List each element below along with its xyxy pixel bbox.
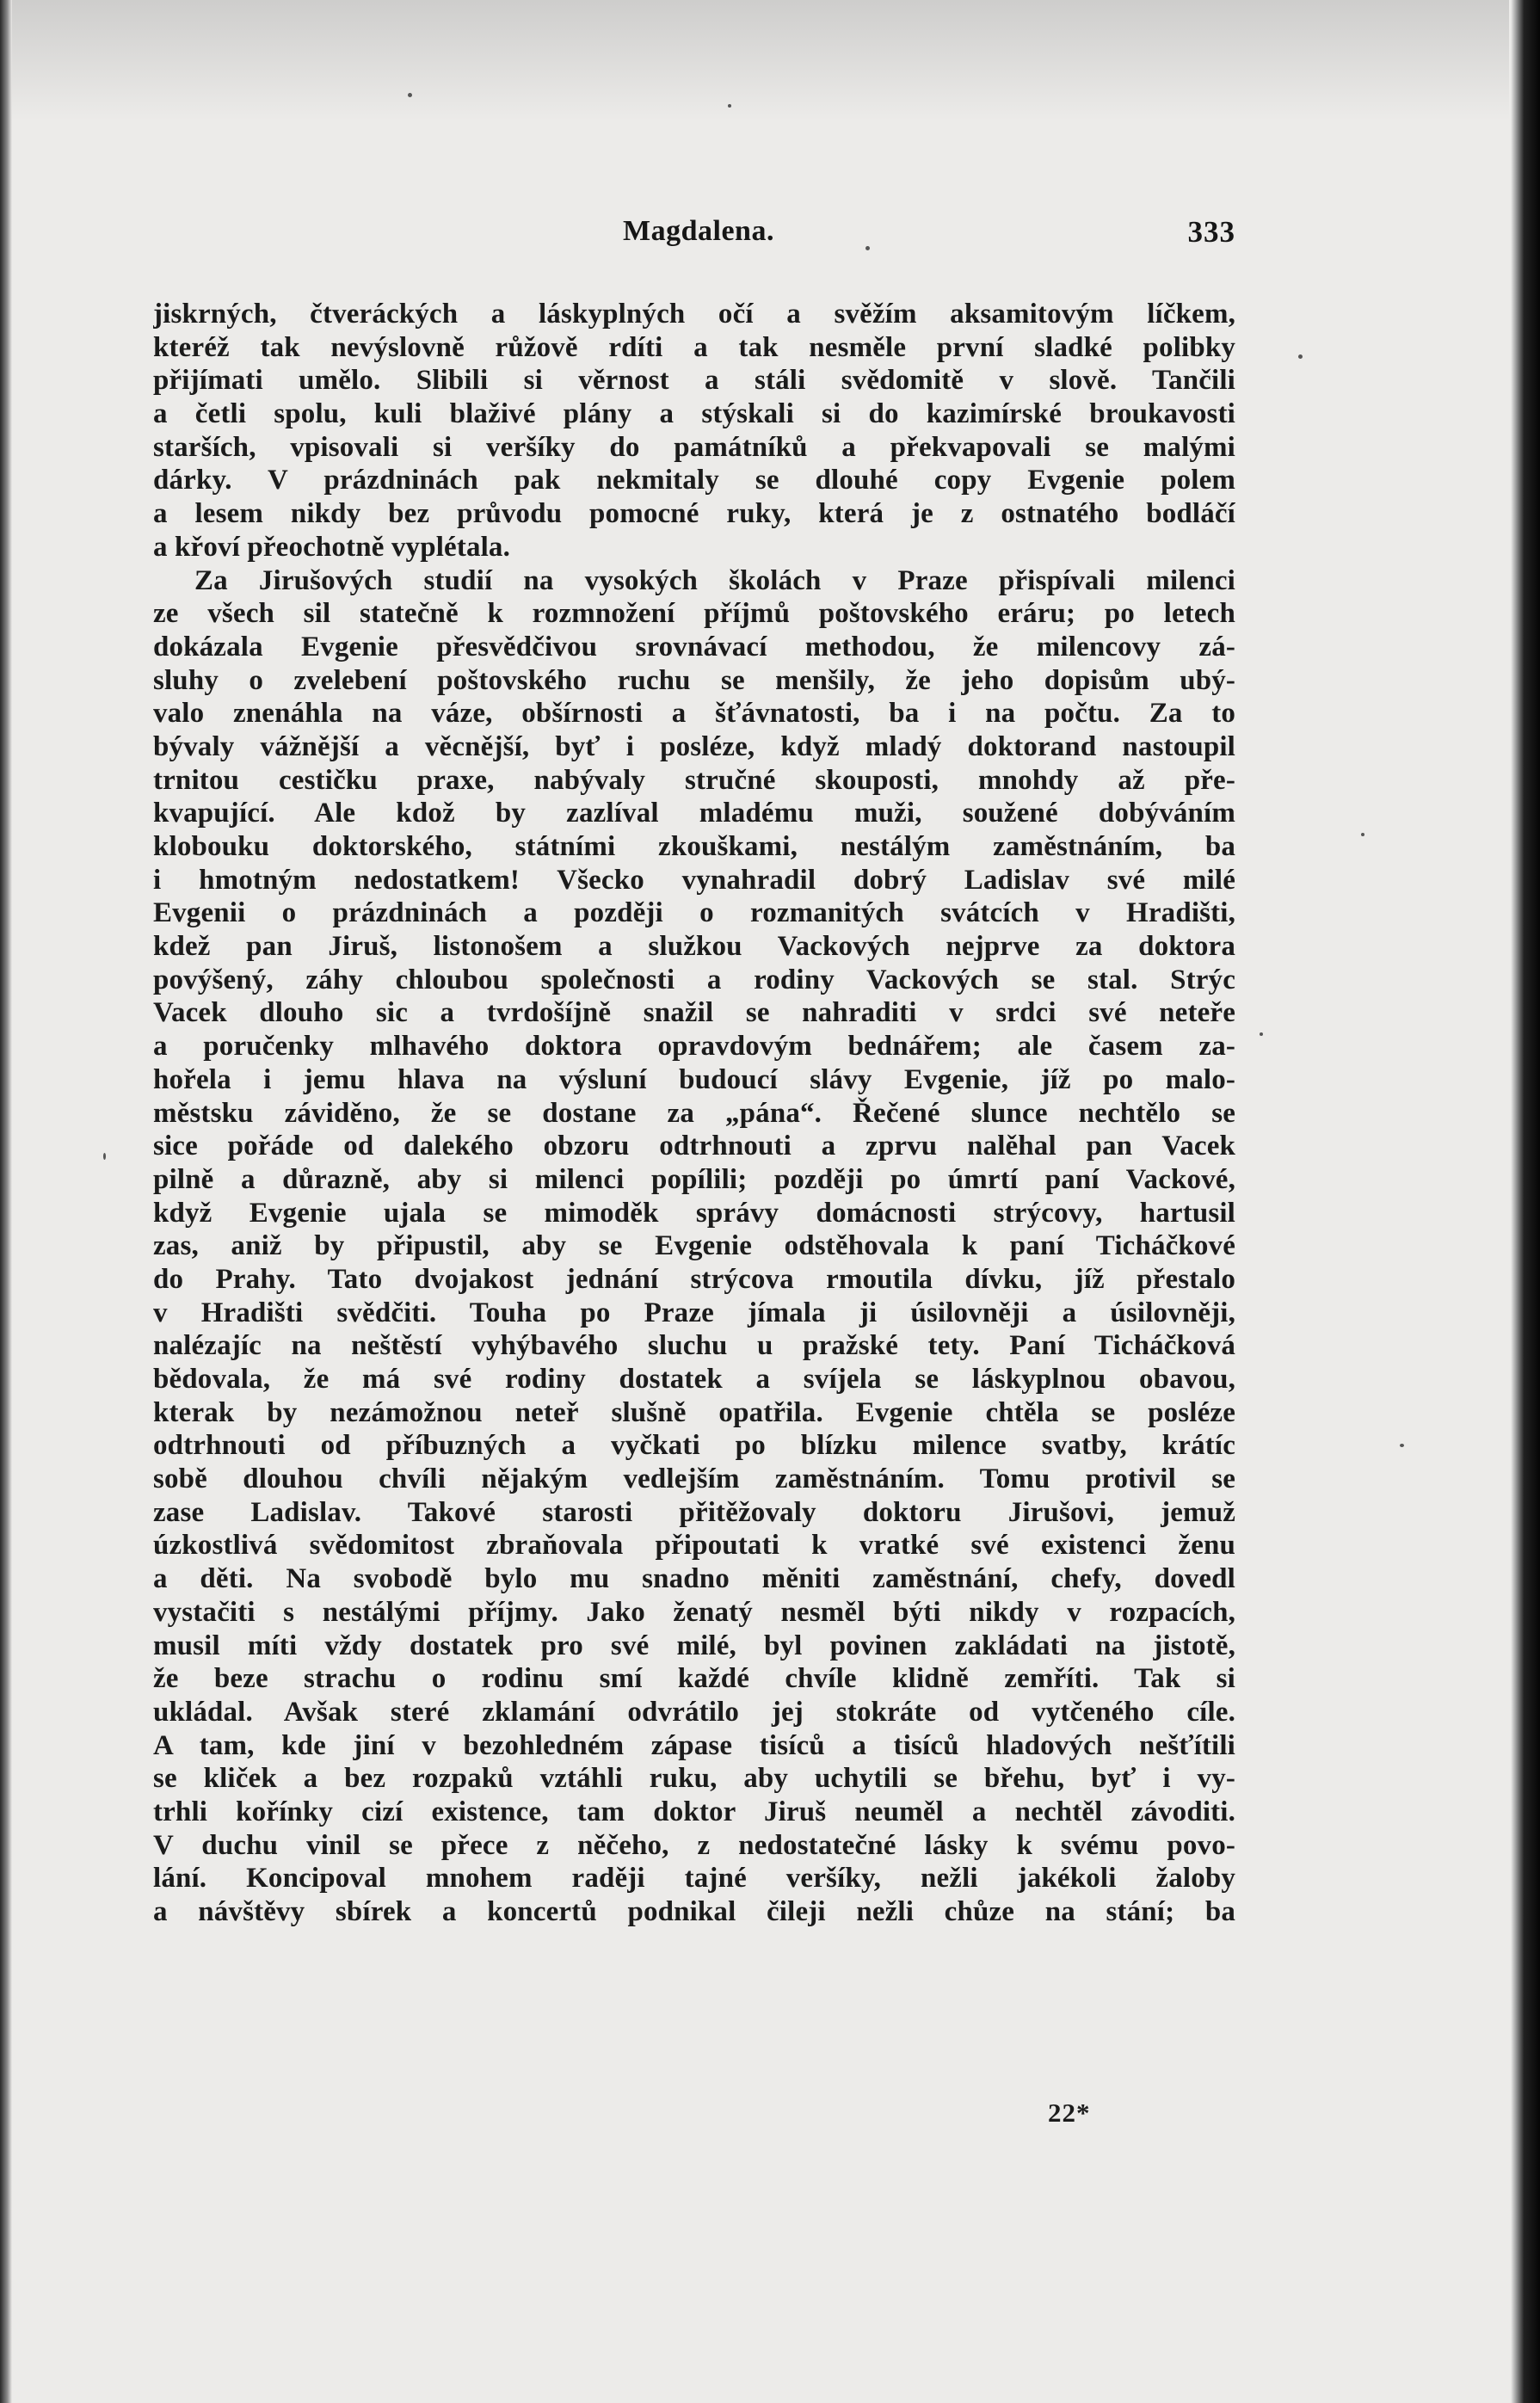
- text-line: když Evgenie ujala se mimoděk správy domácnosti strýcovy, hartusil: [153, 1197, 1235, 1229]
- text-line: sobě dlouhou chvíli nějakým vedlejším zaměstnáním. Tomu protivil se: [153, 1463, 1235, 1495]
- text-line: a četli spolu, kuli blaživé plány a stýskali si do kazimírské broukavosti: [153, 398, 1235, 430]
- text-line: zas, aniž by připustil, aby se Evgenie odstěhovala k paní Ticháčkové: [153, 1230, 1235, 1262]
- text-line: sice pořáde od dalekého obzoru odtrhnouti a zprvu nalěhal pan Vacek: [153, 1131, 1235, 1162]
- text-line: musil míti vždy dostatek pro své milé, byl povinen zakládati na jistotě,: [153, 1630, 1235, 1661]
- text-line: ukládal. Avšak steré zklamání odvrátilo jej stokráte od vytčeného cíle.: [153, 1696, 1235, 1728]
- signature-mark: 22*: [1048, 2098, 1091, 2128]
- dust-speck: [1361, 833, 1364, 836]
- body-text: [153, 298, 1235, 1929]
- text-line: A tam, kde jiní v bezohledném zápase tisíců a tisíců hladových nešťítili: [153, 1729, 1235, 1761]
- text-line: odtrhnouti od příbuzných a vyčkati po blízku milence svatby, krátíc: [153, 1430, 1235, 1462]
- text-line: že beze strachu o rodinu smí každé chvíle klidně zemříti. Tak si: [153, 1663, 1235, 1695]
- text-line: vystačiti s nestálými příjmy. Jako ženatý nesměl býti nikdy v rozpacích,: [153, 1596, 1235, 1628]
- dust-speck: [1400, 1444, 1404, 1447]
- text-line: a lesem nikdy bez průvodu pomocné ruky, která je z ostnatého bodláčí: [153, 498, 1235, 530]
- text-line: bědovala, že má své rodiny dostatek a svíjela se láskyplnou obavou,: [153, 1364, 1235, 1395]
- running-title: Magdalena.: [623, 215, 774, 247]
- text-line: do Prahy. Tato dvojakost jednání strýcova rmoutila dívku, jíž přestalo: [153, 1263, 1235, 1295]
- text-line: klobouku doktorského, státními zkouškami, nestálým zaměstnáním, ba: [153, 831, 1235, 862]
- text-line: ze všech sil statečně k rozmnožení příjmů poštovského eráru; po letech: [153, 598, 1235, 630]
- text-line: kvapující. Ale kdož by zazlíval mladému muži, soužené dobýváním: [153, 798, 1235, 829]
- text-line: trhli kořínky cizí existence, tam doktor Jiruš neuměl a nechtěl závoditi.: [153, 1796, 1235, 1827]
- text-line: a návštěvy sbírek a koncertů podnikal čileji nežli chůze na stání; ba: [153, 1896, 1235, 1927]
- page-number: 333: [1187, 215, 1235, 249]
- page-right-edge: [1511, 0, 1540, 2403]
- dust-speck: [1298, 354, 1303, 359]
- text-line: Evgenii o prázdninách a později o rozmanitých svátcích v Hradišti,: [153, 897, 1235, 929]
- text-line: trnitou cestičku praxe, nabývaly stručné skouposti, mnohdy až pře-: [153, 764, 1235, 796]
- text-line: zase Ladislav. Takové starosti přitěžovaly doktoru Jirušovi, jemuž: [153, 1496, 1235, 1528]
- text-line: Vacek dlouho sic a tvrdošíjně snažil se nahraditi v srdci své neteře: [153, 997, 1235, 1029]
- text-line: a křoví přeochotně vyplétala.: [153, 531, 510, 563]
- text-line: v Hradišti svědčiti. Touha po Praze jímala ji úsilovněji a úsilovněji,: [153, 1297, 1235, 1328]
- text-line: V duchu vinil se přece z něčeho, z nedostatečné lásky k svému povo-: [153, 1829, 1235, 1861]
- dust-speck: [103, 1153, 106, 1160]
- text-line: kdež pan Jiruš, listonošem a služkou Vackových nejprve za doktora: [153, 931, 1235, 963]
- text-line: a poručenky mlhavého doktora opravdovým bednářem; ale časem za-: [153, 1031, 1235, 1063]
- text-line: se kliček a bez rozpaků vztáhli ruku, aby uchytili se břehu, byť i vy-: [153, 1763, 1235, 1795]
- text-line: valo znenáhla na váze, obšírnosti a šťávnatosti, ba i na počtu. Za to: [153, 698, 1235, 730]
- dust-speck: [728, 104, 731, 108]
- text-line: starších, vpisovali si veršíky do památníků a překvapovali se malými: [153, 431, 1235, 463]
- text-line: bývaly vážnější a věcnější, byť i posléze, když mladý doktorand nastoupil: [153, 730, 1235, 762]
- dust-speck: [408, 93, 412, 97]
- text-line: pilně a důrazně, aby si milenci popílili; později po úmrtí paní Vackové,: [153, 1163, 1235, 1195]
- text-line: lání. Koncipoval mnohem raději tajné veršíky, nežli jakékoli žaloby: [153, 1863, 1235, 1895]
- text-line: jiskrných, čtveráckých a láskyplných očí a svěžím aksamitovým líčkem,: [153, 299, 1235, 330]
- text-line: sluhy o zvelebení poštovského ruchu se menšily, že jeho dopisům ubý-: [153, 664, 1235, 696]
- text-line: i hmotným nedostatkem! Všecko vynahradil dobrý Ladislav své milé: [153, 864, 1235, 896]
- text-line: hořela i jemu hlava na výsluní budoucí slávy Evgenie, jíž po malo-: [153, 1063, 1235, 1095]
- text-line: přijímati umělo. Slibili si věrnost a stáli svědomitě v slově. Tančili: [153, 365, 1235, 397]
- text-line: povýšený, záhy chloubou společnosti a rodiny Vackových se stal. Strýc: [153, 964, 1235, 995]
- text-line: Za Jirušových studií na vysokých školách v Praze přispívali milenci: [194, 564, 1235, 596]
- text-line: kterak by nezámožnou neteř slušně opatřila. Evgenie chtěla se posléze: [153, 1396, 1235, 1428]
- page-left-edge: [0, 0, 12, 2403]
- text-line: dokázala Evgenie přesvědčivou srovnávací methodou, že milencovy zá-: [153, 631, 1235, 662]
- scan-shadow: [12, 0, 1509, 120]
- text-line: městsku záviděno, že se dostane za „pána“. Řečené slunce nechtělo se: [153, 1097, 1235, 1129]
- text-line: nalézajíc na neštěstí vyhýbavého sluchu u pražské tety. Paní Ticháčková: [153, 1330, 1235, 1362]
- text-line: dárky. V prázdninách pak nekmitaly se dlouhé copy Evgenie polem: [153, 465, 1235, 496]
- text-line: a děti. Na svobodě bylo mu snadno měniti zaměstnání, chefy, dovedl: [153, 1563, 1235, 1595]
- text-line: kteréž tak nevýslovně růžově rdíti a tak nesměle první sladké polibky: [153, 331, 1235, 363]
- text-line: úzkostlivá svědomitost zbraňovala připoutati k vratké své existenci ženu: [153, 1530, 1235, 1562]
- dust-speck: [1260, 1032, 1263, 1036]
- page-header: [153, 215, 1235, 255]
